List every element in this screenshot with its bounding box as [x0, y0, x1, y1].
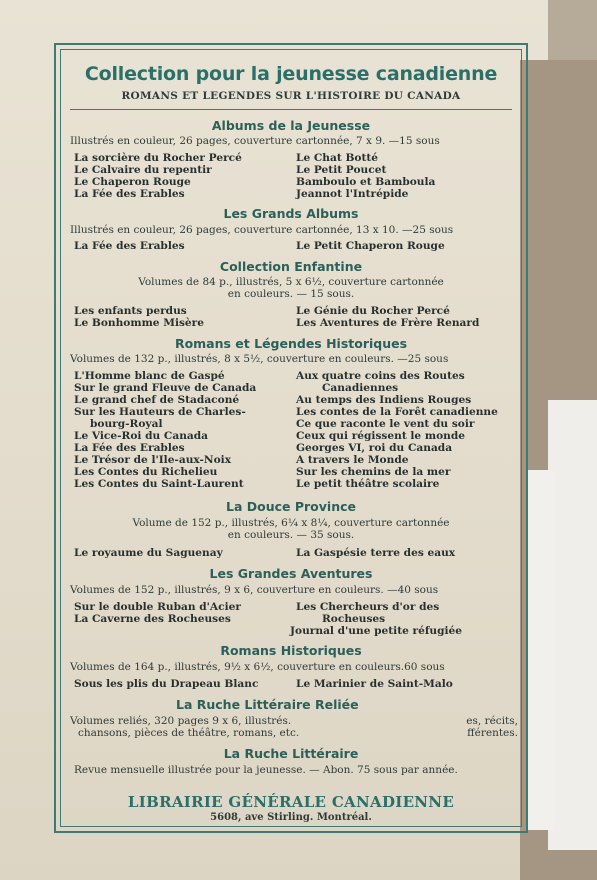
- section-desc-grandes-aventures: Volumes de 152 p., illustrés, 9 x 6, couverture en couleurs. —40 sous: [70, 584, 439, 596]
- collection-subtitle: ROMANS ET LEGENDES SUR L'HISTOIRE DU CANADA: [121, 90, 461, 102]
- list-item: L'Homme blanc de Gaspé: [74, 370, 225, 382]
- list-item: Le Chaperon Rouge: [74, 176, 191, 188]
- section-title-romans-legendes: Romans et Légendes Historiques: [174, 336, 408, 351]
- catalog-frame: [54, 43, 528, 833]
- list-item: Les enfants perdus: [74, 305, 187, 317]
- list-item: La Gaspésie terre des eaux: [296, 547, 456, 559]
- section-desc-collection-enfantine-2: en couleurs. — 15 sous.: [227, 288, 355, 300]
- section-title-ruche: La Ruche Littéraire: [223, 746, 359, 761]
- list-item: Le Marinier de Saint-Malo: [296, 678, 453, 690]
- section-desc-douce-province: Volume de 152 p., illustrés, 6¼ x 8¼, couverture cartonnée: [132, 517, 450, 529]
- collection-title: Collection pour la jeunesse canadienne: [84, 63, 498, 85]
- list-item: Ceux qui régissent le monde: [296, 430, 465, 442]
- list-item: Sous les plis du Drapeau Blanc: [74, 678, 259, 690]
- list-item: Ce que raconte le vent du soir: [296, 418, 475, 430]
- list-item: Les Contes du Richelieu: [74, 466, 218, 478]
- list-item: Le Bonhomme Misère: [74, 317, 204, 329]
- list-item: Les contes de la Forêt canadienne: [296, 406, 498, 418]
- section-desc-ruche-reliee: Volumes reliés, 320 pages 9 x 6, illustrés.: [70, 715, 292, 727]
- section-desc-ruche-reliee-end: es, récits,: [466, 715, 518, 727]
- section-title-grandes-aventures: Les Grandes Aventures: [209, 566, 373, 581]
- list-item: Le Petit Chaperon Rouge: [296, 240, 445, 252]
- list-item: Sur les chemins de la mer: [296, 466, 451, 478]
- list-item: Le Vice-Roi du Canada: [74, 430, 209, 442]
- list-item: La Fée des Erables: [74, 442, 185, 454]
- section-desc-ruche-reliee-2-end: fférentes.: [467, 727, 518, 739]
- section-desc-albums-jeunesse: Illustrés en couleur, 26 pages, couverture cartonnée, 7 x 9. —15 sous: [70, 135, 440, 147]
- list-item: Le petit théâtre scolaire: [296, 478, 440, 490]
- list-item: Les Chercheurs d'or des: [296, 601, 440, 613]
- section-desc-grands-albums: Illustrés en couleur, 26 pages, couverture cartonnée, 13 x 10. —25 sous: [70, 224, 454, 236]
- list-item: Le grand chef de Stadaconé: [74, 394, 240, 406]
- list-item: La sorcière du Rocher Percé: [74, 152, 242, 164]
- header-rule: [70, 109, 512, 110]
- list-item: La Caverne des Rocheuses: [74, 613, 231, 625]
- torn-paper-edge: [548, 400, 597, 850]
- section-title-douce-province: La Douce Province: [226, 499, 356, 514]
- section-desc-douce-province-2: en couleurs. — 35 sous.: [227, 529, 355, 541]
- list-item: Le Chat Botté: [296, 152, 379, 164]
- list-item: A travers le Monde: [296, 454, 409, 466]
- list-item: Journal d'une petite réfugiée: [290, 625, 463, 637]
- publisher-address: 5608, ave Stirling. Montréal.: [210, 812, 372, 823]
- list-item: bourg-Royal: [90, 418, 163, 430]
- list-item: Canadiennes: [322, 382, 399, 394]
- list-item: Rocheuses: [322, 613, 386, 625]
- list-item: Le Trésor de l'Ile-aux-Noix: [74, 454, 232, 466]
- section-desc-ruche-reliee-2: chansons, pièces de théâtre, romans, etc.: [78, 727, 300, 739]
- list-item: Jeannot l'Intrépide: [296, 188, 409, 200]
- list-item: Les Contes du Saint-Laurent: [74, 478, 244, 490]
- section-title-ruche-reliee: La Ruche Littéraire Reliée: [176, 697, 359, 712]
- list-item: Le royaume du Saguenay: [74, 547, 223, 559]
- list-item: Georges VI, roi du Canada: [296, 442, 453, 454]
- section-desc-romans-legendes: Volumes de 132 p., illustrés, 8 x 5½, couverture en couleurs. —25 sous: [70, 353, 449, 365]
- list-item: Sur le double Ruban d'Acier: [74, 601, 241, 613]
- list-item: Bamboulo et Bamboula: [296, 176, 436, 188]
- section-desc-ruche: Revue mensuelle illustrée pour la jeunesse. — Abon. 75 sous par année.: [74, 764, 458, 776]
- list-item: Le Génie du Rocher Percé: [296, 305, 450, 317]
- list-item: Aux quatre coins des Routes: [296, 370, 465, 382]
- list-item: La Fée des Erables: [74, 188, 185, 200]
- list-item: La Fée des Erables: [74, 240, 185, 252]
- section-desc-romans-historiques: Volumes de 164 p., illustrés, 9½ x 6½, couverture en couleurs.60 sous: [70, 661, 445, 673]
- section-title-romans-historiques: Romans Historiques: [220, 643, 362, 658]
- publisher-name: LIBRAIRIE GÉNÉRALE CANADIENNE: [127, 793, 455, 811]
- section-title-grands-albums: Les Grands Albums: [223, 206, 359, 221]
- list-item: Le Petit Poucet: [296, 164, 387, 176]
- list-item: Sur le grand Fleuve de Canada: [74, 382, 257, 394]
- section-title-albums-jeunesse: Albums de la Jeunesse: [211, 118, 371, 133]
- section-desc-collection-enfantine: Volumes de 84 p., illustrés, 5 x 6½, couverture cartonnée: [138, 276, 444, 288]
- torn-paper-strip: [528, 470, 554, 830]
- list-item: Au temps des Indiens Rouges: [296, 394, 472, 406]
- list-item: Sur les Hauteurs de Charles-: [74, 406, 246, 418]
- list-item: Le Calvaire du repentir: [74, 164, 212, 176]
- section-title-collection-enfantine: Collection Enfantine: [219, 259, 363, 274]
- list-item: Les Aventures de Frère Renard: [296, 317, 480, 329]
